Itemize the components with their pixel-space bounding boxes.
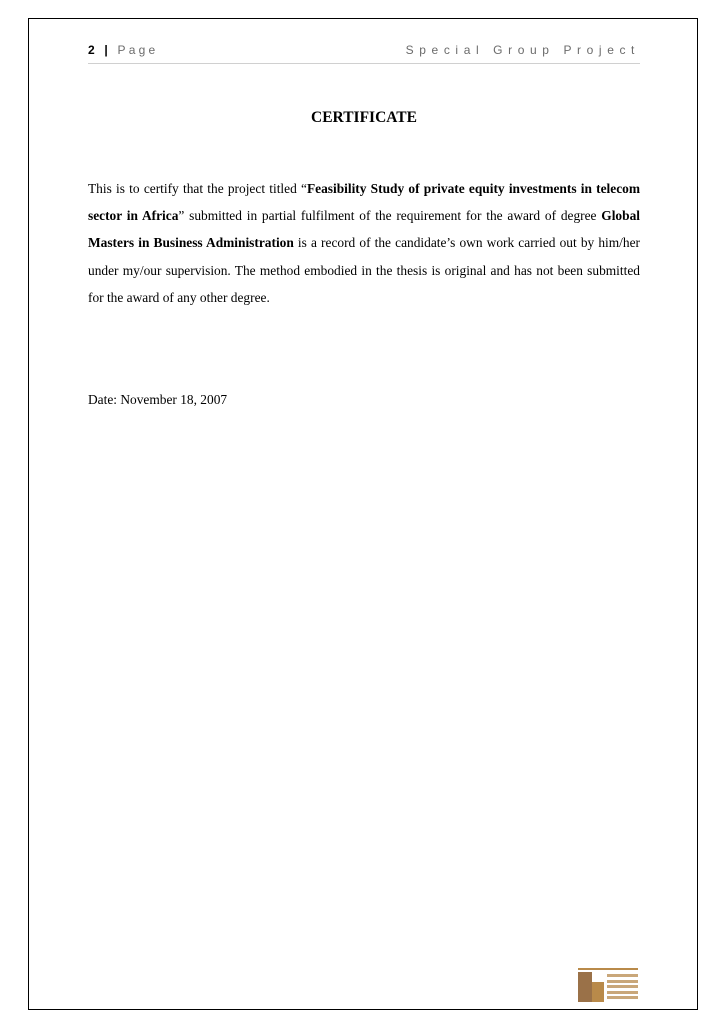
certificate-body bbox=[88, 175, 640, 311]
page-word: Page bbox=[117, 43, 159, 57]
body-text-end: is a record of the candidate’s own work carried out by him/her under my/our supervision. The method embodied in the thesis is original and has not been submitted for the award of any other degree. bbox=[88, 235, 640, 305]
degree-name: Global Masters in Business Administration bbox=[88, 208, 640, 251]
logo-monogram bbox=[592, 982, 604, 1002]
certificate-date: Date: November 18, 2007 bbox=[88, 392, 228, 407]
project-title: Special Group Project bbox=[405, 43, 640, 57]
project-name: Feasibility Study of private equity investments in telecom sector in Africa bbox=[88, 181, 640, 224]
header-separator: | bbox=[104, 43, 111, 57]
body-text-intro: This is to certify that the project titled “ bbox=[88, 181, 307, 196]
page-label bbox=[88, 43, 158, 57]
page-border bbox=[28, 18, 698, 1010]
institution-logo-icon bbox=[578, 968, 638, 1004]
logo-text-lines bbox=[607, 974, 638, 1002]
logo-mark bbox=[578, 972, 592, 1002]
body-text-middle: ” submitted in partial fulfilment of the requirement for the award of degree bbox=[178, 208, 602, 224]
certificate-title: CERTIFICATE bbox=[311, 109, 417, 126]
header-rule bbox=[88, 63, 640, 64]
page-header bbox=[88, 43, 640, 63]
page-number: 2 bbox=[88, 43, 98, 57]
